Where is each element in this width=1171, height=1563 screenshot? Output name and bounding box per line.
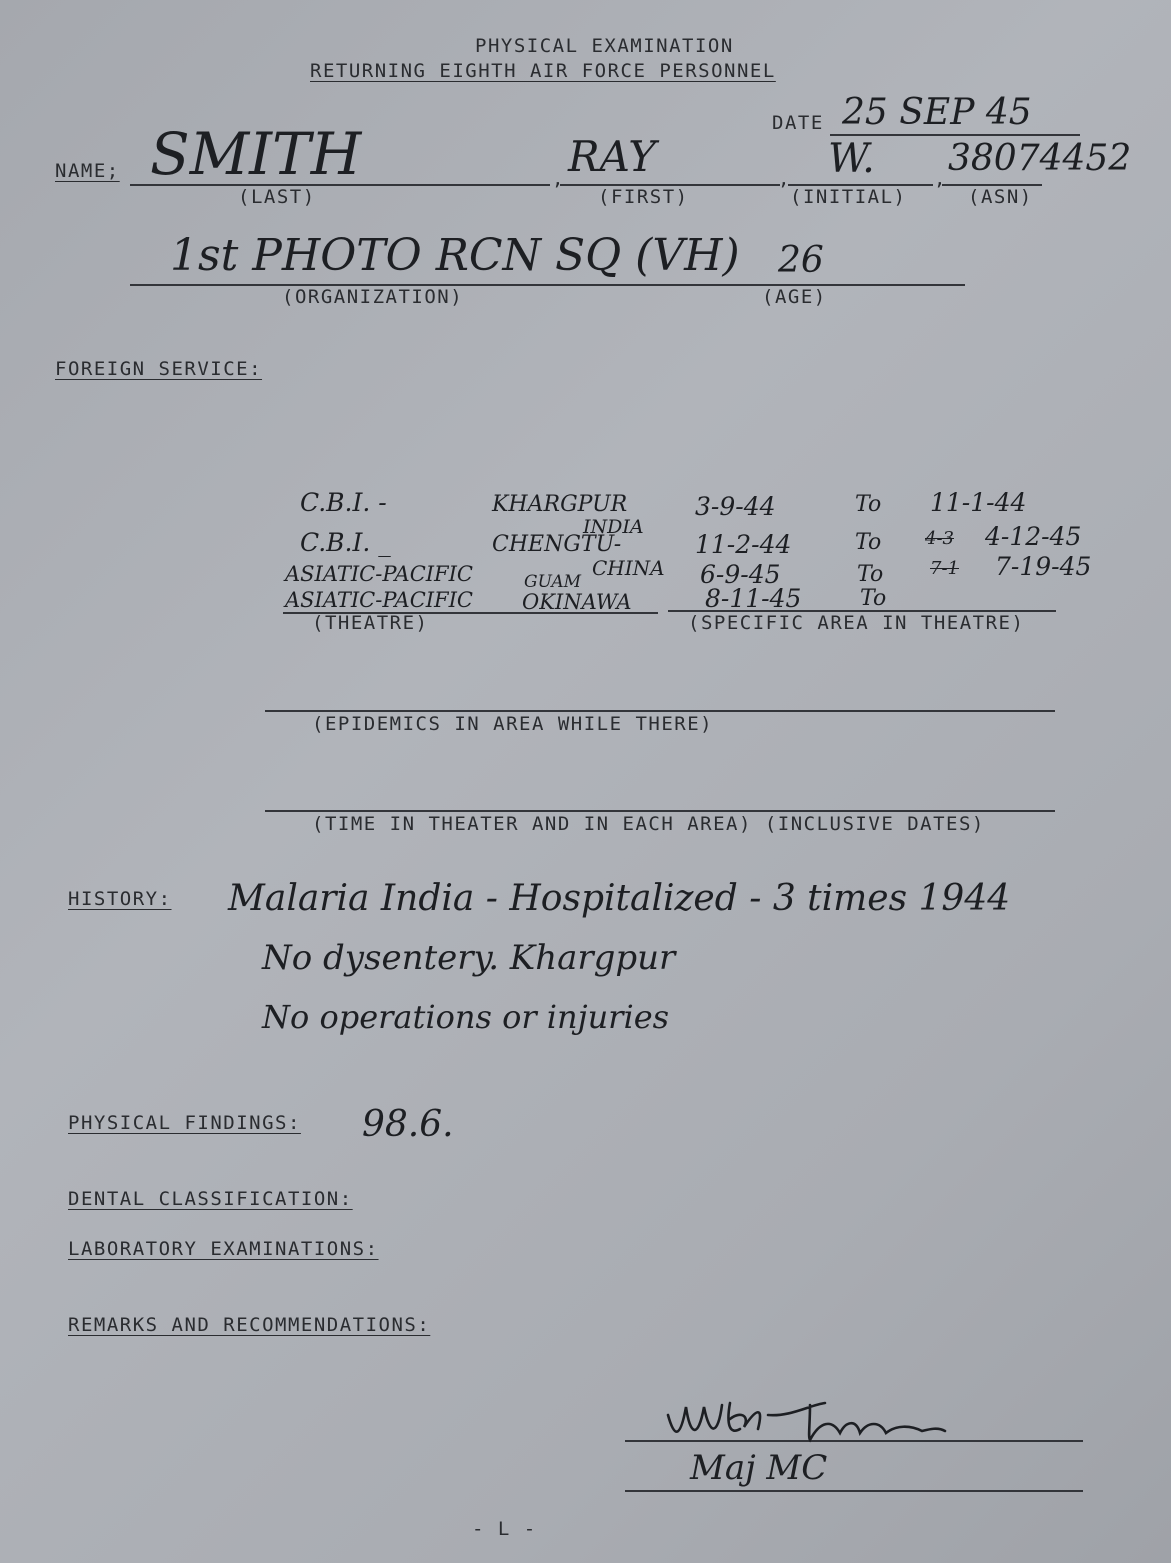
- epidemics-line: [265, 710, 1055, 712]
- comma-2: ,: [778, 168, 791, 190]
- date-value: 25 SEP 45: [842, 92, 1032, 133]
- fs-row-1-start: 11-2-44: [695, 530, 792, 559]
- comma-1: ,: [552, 168, 565, 190]
- remarks-label: REMARKS AND RECOMMENDATIONS:: [68, 1314, 431, 1336]
- fs-row-2-struck: 7-1: [930, 558, 959, 579]
- organization-value: 1st PHOTO RCN SQ (VH): [170, 230, 740, 281]
- dental-label: DENTAL CLASSIFICATION:: [68, 1188, 353, 1210]
- foreign-service-label: FOREIGN SERVICE:: [55, 358, 263, 380]
- fs-row-1-struck: 4-3: [925, 528, 954, 549]
- asn-caption: (ASN): [968, 186, 1033, 208]
- fs-row-1-end: 4-12-45: [985, 522, 1082, 551]
- history-line-3: No operations or injuries: [262, 998, 670, 1036]
- fs-row-1-area: CHENGTU-: [492, 532, 622, 557]
- fs-row-2-start: 6-9-45: [700, 560, 781, 589]
- time-line: [265, 810, 1055, 812]
- fs-row-2-theatre: ASIATIC-PACIFIC: [285, 562, 473, 586]
- signature-mark: [660, 1385, 960, 1445]
- physical-findings-label: PHYSICAL FINDINGS:: [68, 1112, 301, 1134]
- fs-row-3-theatre: ASIATIC-PACIFIC: [285, 588, 473, 612]
- age-caption: (AGE): [762, 286, 827, 308]
- rank-line: [625, 1490, 1083, 1492]
- last-caption: (LAST): [238, 186, 316, 208]
- name-last-value: SMITH: [150, 120, 362, 188]
- comma-3: ,: [934, 168, 947, 190]
- theatre-caption: (THEATRE): [312, 612, 429, 634]
- form-subtitle: RETURNING EIGHTH AIR FORCE PERSONNEL: [310, 60, 776, 82]
- fs-row-0-theatre: C.B.I. -: [300, 488, 387, 517]
- fs-row-0-start: 3-9-44: [695, 492, 776, 521]
- fs-row-1-to: To: [855, 530, 882, 555]
- fs-row-3-to: To: [860, 586, 887, 611]
- page-number: - L -: [472, 1518, 537, 1540]
- history-line-1: Malaria India - Hospitalized - 3 times 1944: [228, 878, 1011, 919]
- laboratory-label: LABORATORY EXAMINATIONS:: [68, 1238, 379, 1260]
- fs-row-2-end: 7-19-45: [995, 552, 1092, 581]
- fs-row-0-area: KHARGPUR: [492, 492, 628, 517]
- fs-row-2-area: GUAM: [524, 572, 582, 592]
- age-value: 26: [778, 240, 824, 281]
- fs-row-0-end: 11-1-44: [930, 488, 1027, 517]
- asn-value: 38074452: [948, 138, 1132, 179]
- fs-row-1-theatre: C.B.I. _: [300, 528, 391, 557]
- signature-rank: Maj MC: [690, 1448, 828, 1488]
- organization-caption: (ORGANIZATION): [282, 286, 464, 308]
- form-title: PHYSICAL EXAMINATION: [475, 35, 734, 57]
- fs-row-2-area-note: CHINA: [592, 556, 665, 580]
- fs-row-0-to: To: [855, 492, 882, 517]
- name-label: NAME;: [55, 160, 120, 182]
- fs-row-3-area: OKINAWA: [522, 590, 632, 614]
- fs-row-1-area-note: INDIA: [583, 516, 644, 538]
- date-label: DATE: [772, 112, 824, 134]
- initial-caption: (INITIAL): [790, 186, 907, 208]
- history-line-2: No dysentery. Khargpur: [262, 938, 676, 978]
- name-first-value: RAY: [568, 132, 656, 181]
- name-initial-value: W.: [828, 136, 875, 182]
- epidemics-caption: (EPIDEMICS IN AREA WHILE THERE): [312, 713, 714, 735]
- area-caption: (SPECIFIC AREA IN THEATRE): [688, 612, 1025, 634]
- physical-findings-value: 98.6.: [362, 1104, 454, 1145]
- fs-row-2-to: To: [857, 562, 884, 587]
- history-label: HISTORY:: [68, 888, 172, 910]
- time-caption: (TIME IN THEATER AND IN EACH AREA) (INCLUSIVE DATES): [312, 813, 985, 835]
- organization-line: [130, 284, 965, 286]
- first-caption: (FIRST): [598, 186, 689, 208]
- fs-row-3-start: 8-11-45: [705, 584, 802, 613]
